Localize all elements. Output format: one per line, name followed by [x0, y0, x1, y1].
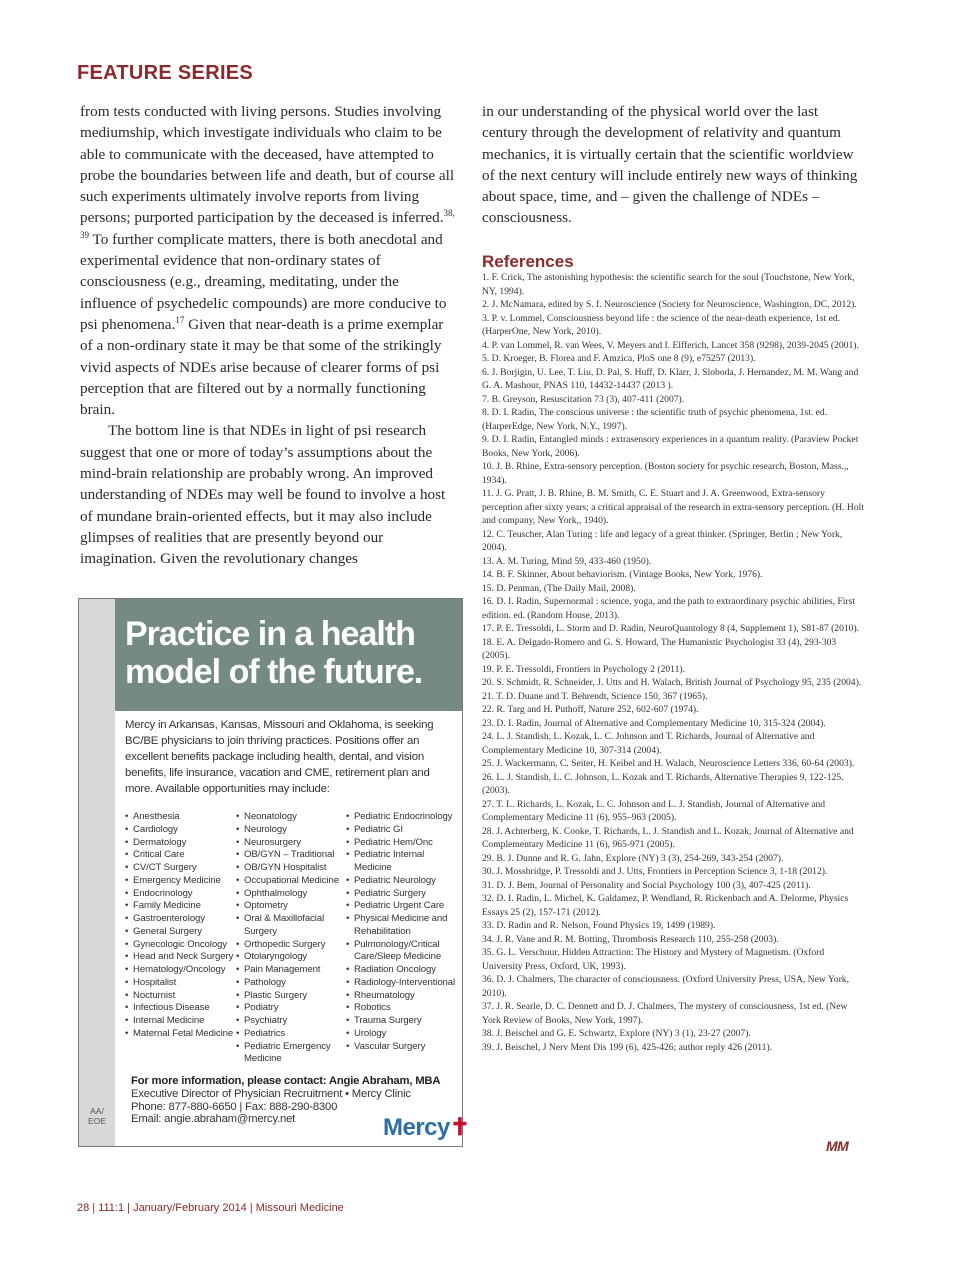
ad-eoe-label: AA/ EOE: [88, 1106, 106, 1126]
paragraph-1-text-a: from tests conducted with living persons. Studies involving mediumship, which investigate individuals who claim to be able to communicate with the deceased, have attempted to probe the boundaries between life and death, but of course all such experiments ultimately involve reports from living persons; purported participation by the deceased is inferred.: [80, 103, 455, 227]
reference-item: 12. C. Teuscher, Alan Turing : life and legacy of a great thinker. (Springer, Berlin ; New York, 2004).: [482, 528, 843, 553]
reference-item: 20. S. Schmidt, R. Schneider, J. Utts and H. Walach, British Journal of Psychology 95, 235 (2004).: [482, 677, 862, 688]
specialties-list-1: [125, 811, 235, 1041]
contact-email: Email: angie.abraham@mercy.net: [131, 1113, 296, 1126]
paragraph-1-text-b: To further complicate matters, there is both anecdotal and experimental evidence that non-ordinary states of consciousness (e.g., dreaming, meditating, under the influence of psychedelic compounds) are more conducive to psi phenomena.: [80, 230, 447, 333]
specialty-item: • Psychiatry: [236, 1015, 346, 1028]
reference-item: 30. J. Mossbridge, P. Tressoldi and J. Utts, Frontiers in Perception Science 3, 1-18 (2012).: [482, 866, 828, 877]
specialty-item: • Hospitalist: [125, 977, 235, 990]
paragraph-1: [80, 101, 458, 420]
cross-icon: ✝: [449, 1114, 470, 1141]
specialty-item: • Oral & Maxillofacial Surgery: [236, 913, 346, 939]
reference-item: 5. D. Kroeger, B. Florea and F. Amzica, PloS one 8 (9), e75257 (2013).: [482, 353, 756, 364]
reference-item: 15. D. Penman, (The Daily Mail, 2008).: [482, 582, 636, 594]
contact-title: Executive Director of Physician Recruitment • Mercy Clinic: [131, 1087, 411, 1100]
reference-item: 19. P. E. Tressoldi, Frontiers in Psychology 2 (2011).: [482, 663, 685, 675]
specialty-item: • General Surgery: [125, 926, 235, 939]
specialty-item: • Physical Medicine and Rehabilitation: [346, 913, 460, 939]
specialty-item: • Hematology/Oncology: [125, 964, 235, 977]
specialty-item: • Neurology: [236, 824, 346, 837]
reference-item: 36. D. J. Chalmers, The character of consciousness. (Oxford University Press, USA, New York, 2010).: [482, 974, 849, 999]
specialty-item: • Pulmonology/Critical Care/Sleep Medicine: [346, 939, 460, 965]
article-left-column: [80, 101, 458, 570]
specialty-item: • Trauma Surgery: [346, 1015, 460, 1028]
specialty-item: • CV/CT Surgery: [125, 862, 235, 875]
ad-headline-line-1: Practice in a health: [125, 615, 415, 653]
reference-item: 1. F. Crick, The astonishing hypothesis: the scientific search for the soul (Touchstone, New York, NY, 1994).: [482, 272, 855, 297]
specialty-item: • Otolaryngology: [236, 951, 346, 964]
reference-item: 9. D. I. Radin, Entangled minds : extrasensory experiences in a quantum reality. (Paraview Pocket Books, New York, 2006).: [482, 434, 859, 459]
reference-item: 21. T. D. Duane and T. Behrendt, Science 150, 367 (1965).: [482, 690, 708, 702]
specialty-item: • Gastroenterology: [125, 913, 235, 926]
specialty-item: • Pathology: [236, 977, 346, 990]
reference-item: 4. P. van Lommel, R. van Wees, V. Meyers and I. Elfferich, Lancet 358 (9298), 2039-2045 (2001).: [482, 339, 859, 351]
reference-item: 7. B. Greyson, Resuscitation 73 (3), 407-411 (2007).: [482, 393, 685, 405]
reference-item: 16. D. I. Radin, Supernormal : science, yoga, and the path to extraordinary psychic abilities, First edition. ed. (Random House, 2013).: [482, 596, 855, 621]
references-heading: References: [482, 252, 574, 271]
specialty-item: • Pediatric GI: [346, 824, 460, 837]
specialty-item: • Emergency Medicine: [125, 875, 235, 888]
specialty-item: • Nocturnist: [125, 990, 235, 1003]
paragraph-1-text-c: Given that near-death is a prime exemplar of a non-ordinary state it may be that some of the strikingly vivid aspects of NDEs arise because of clearer forms of psi perception that are filtered out by a normally functioning brain.: [80, 315, 444, 419]
specialty-item: • Internal Medicine: [125, 1015, 235, 1028]
reference-item: 31. D. J. Bem, Journal of Personality and Social Psychology 100 (3), 407-425 (2011).: [482, 879, 811, 891]
specialty-item: • Infectious Disease: [125, 1002, 235, 1015]
reference-item: 17. P. E. Tressoldi, L. Storm and D. Radin, NeuroQuantology 8 (4, Supplement 1), S81-87 (2010).: [482, 623, 860, 634]
citation-superscript: 17: [175, 314, 185, 325]
section-title: FEATURE SERIES: [77, 62, 254, 84]
mercy-logo-text: Mercy: [383, 1114, 450, 1141]
specialty-item: • Head and Neck Surgery: [125, 951, 235, 964]
reference-item: 8. D. I. Radin, The conscious universe : the scientific truth of psychic phenomena, 1st. ed. (HarperEdge, New York, N.Y., 1997).: [482, 407, 828, 432]
specialty-item: • Pediatric Hem/Onc: [346, 837, 460, 850]
ad-intro-text: Mercy in Arkansas, Kansas, Missouri and Oklahoma, is seeking BC/BE physicians to join thriving practices. Positions offer an excellent benefits package including health, dental, and vision benefits, life insurance, vacation and CME, retirement plan and more. Available opportunities may include:: [125, 719, 434, 795]
specialty-item: • Pediatric Endocrinology: [346, 811, 460, 824]
reference-item: 3. P. v. Lommel, Consciousness beyond life : the science of the near-death experience, 1st ed. (HarperOne, New York, 2010).: [482, 312, 841, 337]
specialty-item: • Robotics: [346, 1002, 460, 1015]
specialty-item: • OB/GYN – Traditional: [236, 849, 346, 862]
ad-headline-line-2: model of the future.: [125, 653, 423, 691]
reference-item: 32. D. I. Radin, L. Michel, K. Galdamez, P. Wendland, R. Rickenbach and A. Delorme, Physics Essays 25 (2), 157-171 (2012).: [482, 893, 849, 918]
specialties-list-2: [236, 811, 346, 1066]
reference-item: 23. D. I. Radin, Journal of Alternative and Complementary Medicine 10, 315-324 (2004).: [482, 717, 826, 729]
specialty-item: • Dermatology: [125, 837, 235, 850]
specialty-item: • Radiation Oncology: [346, 964, 460, 977]
ad-headline-banner: [115, 599, 462, 711]
reference-item: 13. A. M. Turing, Mind 59, 433-460 (1950).: [482, 555, 652, 567]
contact-heading: For more information, please contact: Angie Abraham, MBA: [131, 1075, 441, 1087]
specialty-item: • Pediatric Internal Medicine: [346, 849, 460, 875]
reference-item: 24. L. J. Standish, L. Kozak, L. C. Johnson and T. Richards, Journal of Alternative and Complementary Medicine 10, 307-314 (2004).: [482, 731, 815, 756]
reference-item: 38. J. Beischel and G. E. Schwartz, Explore (NY) 3 (1), 23-27 (2007).: [482, 1028, 751, 1039]
specialty-item: • OB/GYN Hospitalist: [236, 862, 346, 875]
article-right-column-text: in our understanding of the physical world over the last century through the development of relativity and quantum mechanics, it is virtually certain that the scientific worldview of the next century will include entirely new ways of thinking about space, time, and – given the challenge of NDEs – consciousness.: [482, 103, 858, 227]
reference-item: 26. L. J. Standish, L. C. Johnson, L. Kozak and T. Richards, Alternative Therapies 9, 122-125. (2003).: [482, 771, 844, 796]
specialty-item: • Endocrinology: [125, 888, 235, 901]
specialty-item: • Neurosurgery: [236, 837, 346, 850]
specialty-item: • Cardiology: [125, 824, 235, 837]
specialty-item: • Ophthalmology: [236, 888, 346, 901]
specialty-item: • Pediatric Neurology: [346, 875, 460, 888]
contact-phone: Phone: 877-880-6650 | Fax: 888-290-8300: [131, 1100, 338, 1113]
reference-item: 27. T. L. Richards, L. Kozak, L. C. Johnson and L. J. Standish, Journal of Alternative and Complementary Medicine 11 (6), 955–963 (2005).: [482, 798, 826, 823]
specialty-item: • Urology: [346, 1028, 460, 1041]
reference-item: 28. J. Achterberg, K. Cooke, T. Richards, L. J. Standish and L. Kozak, Journal of Alternative and Complementary Medicine 11 (6), 965-971 (2005).: [482, 825, 854, 850]
reference-item: 2. J. McNamara, edited by S. f. Neuroscience (Society for Neuroscience, Washington, DC, 2012).: [482, 299, 857, 310]
reference-item: 22. R. Targ and H. Puthoff, Nature 252, 602-607 (1974).: [482, 704, 699, 715]
specialty-item: • Anesthesia: [125, 811, 235, 824]
reference-item: 18. E. A. Delgado-Romero and G. S. Howard, The Humanistic Psychologist 33 (4), 293-303 (2005).: [482, 636, 837, 661]
reference-item: 6. J. Borjigin, U. Lee, T. Liu, D. Pal, S. Huff, D. Klarr, J. Sloboda, J. Hernandez, M. M. Wang and G. A. Mashour, PNAS 110, 14432-14437 (2013 ).: [482, 366, 859, 391]
specialty-item: • Vascular Surgery: [346, 1041, 460, 1054]
reference-item: 25. J. Wackermann, C. Seiter, H. Keibel and H. Walach, Neuroscience Letters 336, 60-64 (2003).: [482, 758, 855, 769]
specialty-item: • Pediatric Surgery: [346, 888, 460, 901]
mercy-logo: [383, 1113, 469, 1142]
reference-item: 33. D. Radin and R. Nelson, Found Physics 19, 1499 (1989).: [482, 920, 716, 931]
reference-item: 35. G. L. Verschuur, Hidden Attraction: The History and Mystery of Magnetism. (Oxford University Press, Oxford, UK, 1993).: [482, 947, 825, 972]
specialty-item: • Gynecologic Oncology: [125, 939, 235, 952]
specialty-item: • Neonatology: [236, 811, 346, 824]
reference-item: 39. J. Beischel, J Nerv Ment Dis 199 (6), 425-426; author reply 426 (2011).: [482, 1041, 773, 1053]
ad-side-strip: [79, 599, 115, 1146]
specialty-item: • Pediatric Emergency Medicine: [236, 1041, 346, 1067]
specialty-item: • Podiatry: [236, 1002, 346, 1015]
specialty-item: • Pediatric Urgent Care: [346, 900, 460, 913]
reference-item: 11. J. G. Pratt, J. B. Rhine, B. M. Smith, C. E. Stuart and J. A. Greenwood, Extra-sensory perception after sixty years; a critical appraisal of the research in extra-sensory perception. (H. Holt and company, New York,, 1940).: [482, 488, 864, 526]
citation-superscript: 38, 39: [80, 208, 455, 240]
mercy-advertisement: [78, 598, 470, 1147]
specialty-item: • Critical Care: [125, 849, 235, 862]
reference-item: 34. J. R. Vane and R. M. Botting, Thrombosis Research 110, 255-258 (2003).: [482, 933, 779, 945]
end-mark-logo: MM: [826, 1138, 849, 1154]
reference-item: 10. J. B. Rhine, Extra-sensory perception. (Boston society for psychic research, Boston, Mass.,, 1934).: [482, 461, 849, 486]
specialty-item: • Orthopedic Surgery: [236, 939, 346, 952]
specialty-item: • Radiology-Interventional: [346, 977, 460, 990]
reference-item: 14. B. F. Skinner, About behaviorism. (Vintage Books, New York, 1976).: [482, 569, 763, 580]
specialty-item: • Plastic Surgery: [236, 990, 346, 1003]
specialty-item: • Family Medicine: [125, 900, 235, 913]
specialty-item: • Occupational Medicine: [236, 875, 346, 888]
references-list: [482, 271, 866, 1054]
paragraph-2: The bottom line is that NDEs in light of psi research suggest that one or more of today’s assumptions about the mind-brain relationship are probably wrong. An improved understanding of NDEs may well be found to involve a host of mundane brain-oriented effects, but it may also include glimpses of realities that are presently beyond our imagination. Given the revolutionary changes: [80, 422, 446, 568]
specialty-item: • Pain Management: [236, 964, 346, 977]
specialty-item: • Rheumatology: [346, 990, 460, 1003]
reference-item: 29. B. J. Dunne and R. G. Jahn, Explore (NY) 3 (3), 254-269, 343-254 (2007).: [482, 852, 784, 864]
specialties-list-3: [346, 811, 460, 1053]
specialty-item: • Optometry: [236, 900, 346, 913]
page-footer: 28 | 111:1 | January/February 2014 | Missouri Medicine: [77, 1202, 344, 1214]
specialty-item: • Pediatrics: [236, 1028, 346, 1041]
reference-item: 37. J. R. Searle, D. C. Dennett and D. J. Chalmers, The mystery of consciousness, 1st ed. (New York Review of Books, New York, 1997).: [482, 1001, 848, 1026]
specialty-item: • Maternal Fetal Medicine: [125, 1028, 235, 1041]
